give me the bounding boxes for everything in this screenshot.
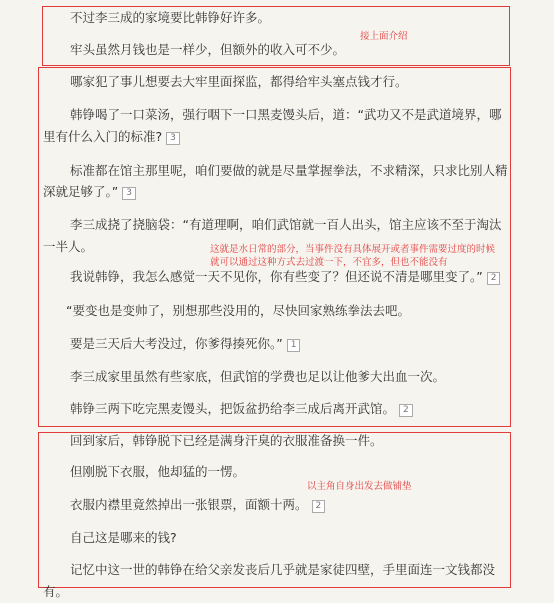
annotation-note-line: 就可以通过这种方式去过渡一下，不宜多，但也不能没有 — [210, 257, 448, 268]
paragraph — [70, 398, 413, 420]
annotation-note-1: 接上面介绍 — [360, 31, 408, 42]
comment-count-badge[interactable]: 2 — [399, 404, 413, 417]
paragraph-text: 韩铮三两下吃完黑麦馒头，把饭盆扔给李三成后离开武馆。 — [70, 401, 396, 416]
paragraph: 标准都在馆主那里呢，咱们要做的就是尽量掌握拳法，不求精深，只求比别人精 — [70, 163, 508, 178]
paragraph-text: 要是三天后大考没过，你爹得揍死你。” — [70, 336, 283, 351]
paragraph — [70, 494, 325, 516]
paragraph: 李三成挠了挠脑袋：“有道理啊，咱们武馆就一百人出头，馆主应该不至于淘汰 — [70, 217, 502, 232]
paragraph: 牢头虽然月钱也是一样少，但额外的收入可不少。 — [70, 42, 346, 57]
paragraph: 有。 — [43, 584, 69, 599]
paragraph: 自己这是哪来的钱? — [70, 530, 177, 545]
paragraph — [43, 181, 136, 203]
paragraph-text: 里有什么入门的标准? — [43, 129, 163, 144]
paragraph: 李三成家里虽然有些家底，但武馆的学费也足以让他爹大出血一次。 — [70, 369, 446, 384]
paragraph: 哪家犯了事儿想要去大牢里面探监，都得给牢头塞点钱才行。 — [70, 74, 408, 89]
paragraph-text: 我说韩铮，我怎么感觉一天不见你，你有些变了？但还说不清是哪里变了。” — [70, 269, 483, 284]
paragraph: 一半人。 — [43, 239, 94, 254]
paragraph: 记忆中这一世的韩铮在给父亲发丧后几乎就是家徒四壁，手里面连一文钱都没 — [70, 562, 496, 577]
annotation-note-3: 以主角自身出发去做铺垫 — [307, 481, 412, 492]
paragraph: 不过李三成的家境要比韩铮好许多。 — [70, 10, 271, 25]
comment-count-badge[interactable]: 1 — [287, 339, 301, 352]
paragraph — [70, 266, 500, 288]
annotation-note-line: 这就是水日常的部分，当事件没有具体展开或者事件需要过度的时候 — [210, 244, 496, 255]
paragraph: 但刚脱下衣服，他却猛的一愣。 — [70, 464, 246, 479]
paragraph — [70, 333, 300, 355]
paragraph — [43, 126, 180, 148]
paragraph-text: 深就足够了。” — [43, 184, 119, 199]
paragraph-text: 衣服内襟里竟然掉出一张银票，面额十两。 — [70, 497, 308, 512]
comment-count-badge[interactable]: 2 — [312, 500, 326, 513]
paragraph: 韩铮喝了一口菜汤，强行咽下一口黑麦馒头后，道：“武功又不是武道境界，哪 — [70, 107, 502, 122]
comment-count-badge[interactable]: 2 — [487, 272, 501, 285]
comment-count-badge[interactable]: 3 — [122, 187, 136, 200]
paragraph: “要变也是变帅了，别想那些没用的，尽快回家熟练拳法去吧。 — [66, 303, 410, 318]
comment-count-badge[interactable]: 3 — [166, 132, 180, 145]
paragraph: 回到家后，韩铮脱下已经是满身汗臭的衣服准备换一件。 — [70, 433, 383, 448]
